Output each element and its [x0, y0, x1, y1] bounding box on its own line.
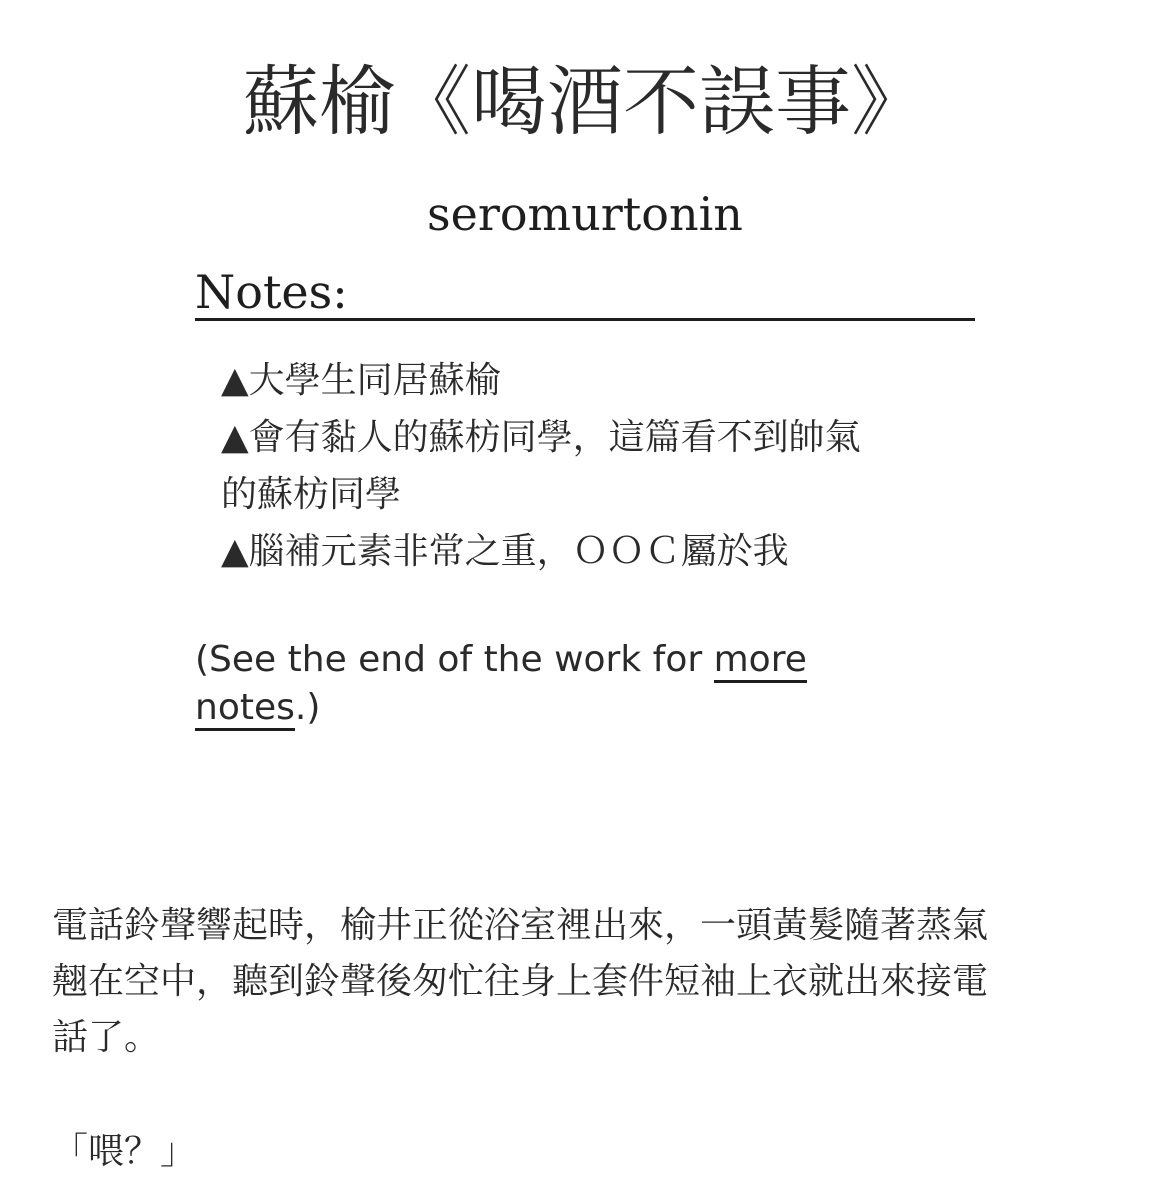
see-end-row-2 — [195, 684, 955, 732]
notes-body — [221, 352, 961, 580]
see-end-suffix: .) — [294, 687, 321, 728]
work-title: 蘇榆《喝酒不誤事》 — [243, 57, 927, 146]
notes-line: ▲大學生同居蘇榆 — [221, 360, 501, 401]
more-notes-link-continued[interactable]: notes — [195, 687, 295, 731]
work-author[interactable]: seromurtonin — [427, 187, 743, 241]
story-text — [52, 898, 1132, 1180]
story-line: 翹在空中，聽到鈴聲後匆忙往身上套件短袖上衣就出來接電 — [52, 961, 989, 1002]
see-end-notes — [195, 636, 955, 732]
paragraph-gap — [52, 1066, 1132, 1124]
more-notes-link[interactable]: more — [714, 639, 807, 683]
see-end-row-1 — [195, 636, 955, 684]
story-line: 話了。 — [52, 1017, 161, 1058]
notes-line: ▲會有黏人的蘇枋同學，這篇看不到帥氣 — [221, 417, 861, 458]
notes-line: ▲腦補元素非常之重，ＯＯＣ屬於我 — [221, 531, 789, 572]
notes-heading: Notes: — [195, 262, 975, 321]
notes-line: 的蘇枋同學 — [221, 474, 402, 515]
story-line: 電話鈴聲響起時，榆井正從浴室裡出來，一頭黃髮隨著蒸氣 — [52, 905, 989, 946]
story-line: 「喂？」 — [52, 1131, 197, 1172]
see-end-prefix: (See the end of the work for — [195, 639, 714, 680]
